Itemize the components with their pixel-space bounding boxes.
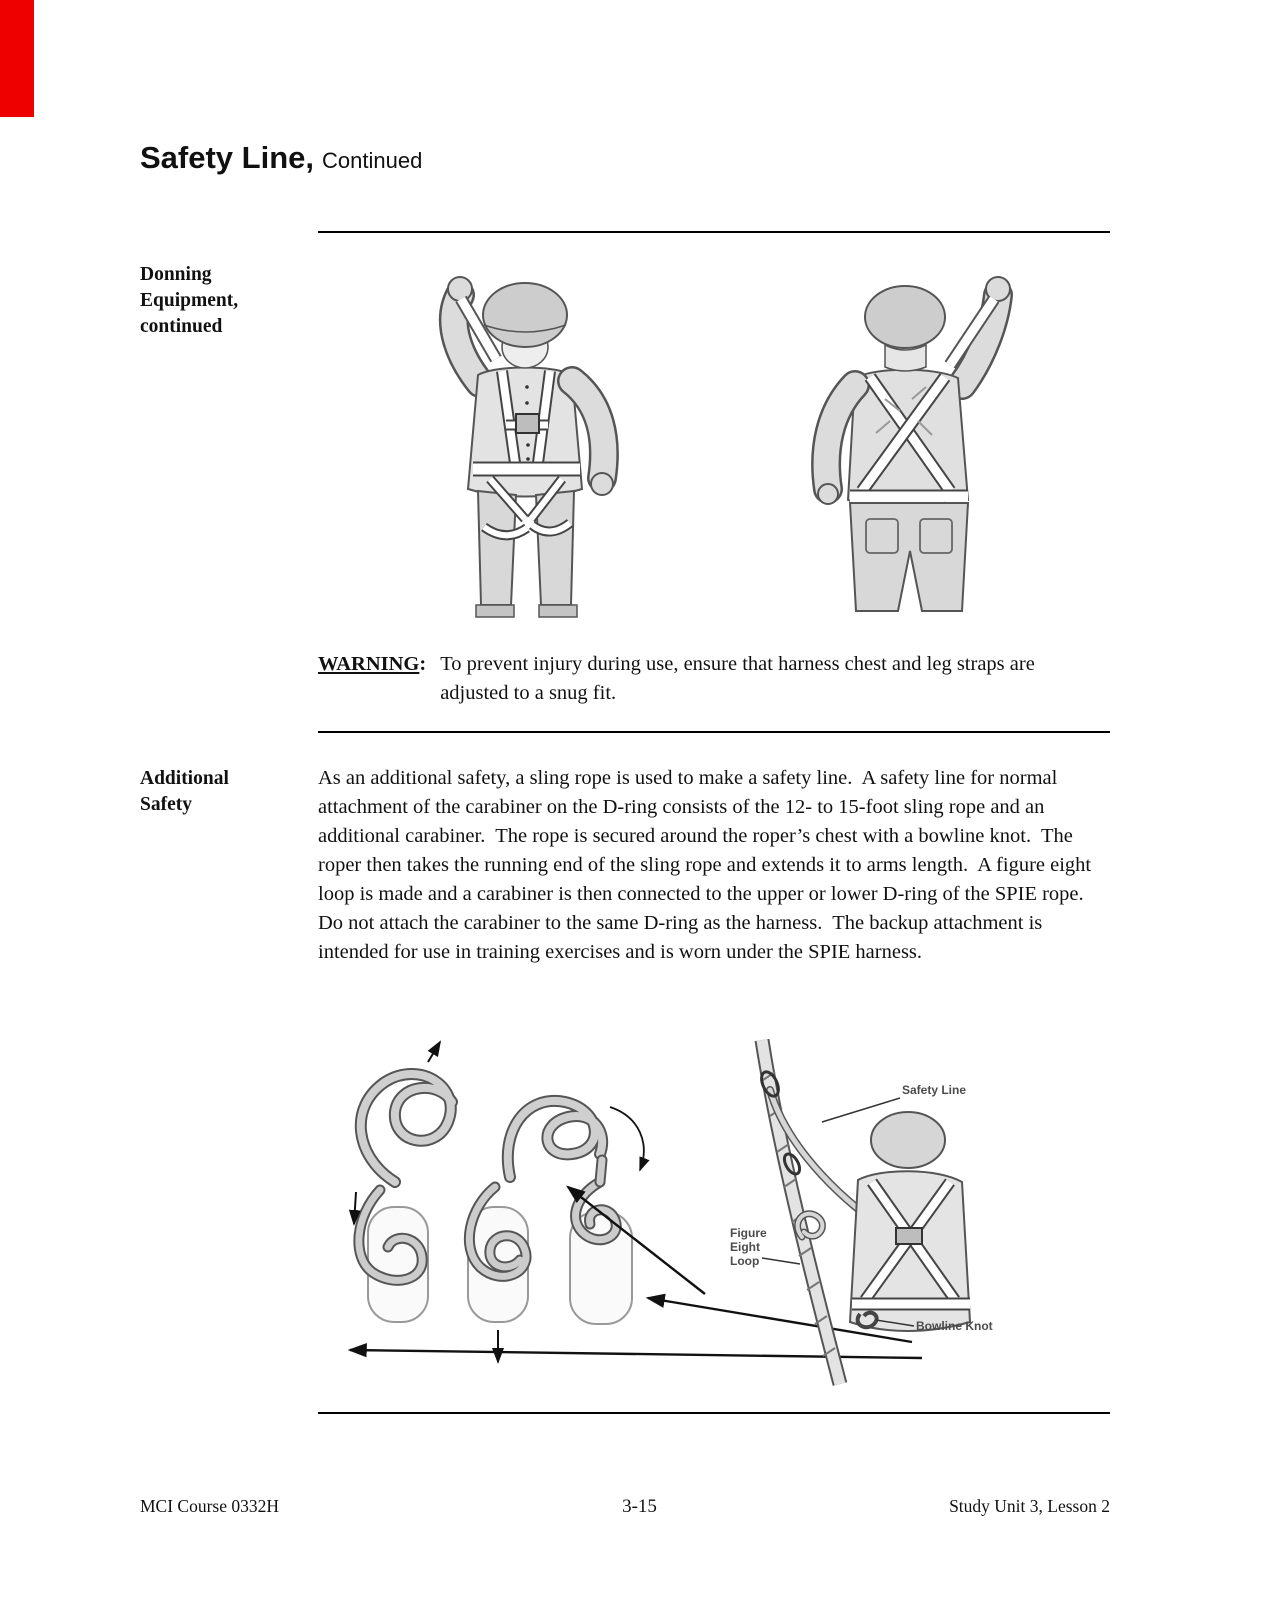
knot-stages (354, 1042, 644, 1362)
helmet (483, 283, 567, 347)
page-title (140, 140, 422, 176)
safety-line-label: Safety Line (902, 1083, 967, 1097)
bowline-knot-label: Bowline Knot (916, 1319, 993, 1333)
front-figure (448, 277, 613, 617)
warning-text: To prevent injury during use, ensure that harness chest and leg straps are adjusted to a snug fit. (440, 653, 1040, 704)
pointer-arrows (350, 1187, 922, 1358)
additional-safety-paragraph: As an additional safety, a sling rope is used to make a safety line. A safety line for normal attachment of the carabiner on the D-ring consists of the 12- to 15-foot sling rope and an additional carabiner. The rope is secured around the roper’s chest with a bowline knot. The roper then takes the running end of the sling rope and extends it to arms length. A figure eight loop is made and a carabiner is then connected to the upper or lower D-ring of the SPIE rope. Do not attach the carabiner to the same D-ring as the harness. The backup attachment is intended for use in training exercises and is worn under the SPIE harness. (318, 767, 1097, 963)
back-figure (818, 277, 1010, 611)
section-label-line: Equipment, (140, 290, 239, 311)
helmet (865, 286, 945, 348)
page-title-main: Safety Line, (140, 140, 314, 175)
section-label-line: continued (140, 316, 223, 337)
warning-label: WARNING (318, 653, 420, 675)
section-label-donning (140, 262, 310, 340)
section-divider-middle (318, 731, 1110, 733)
warning-colon: : (419, 653, 427, 675)
section-label-line: Additional (140, 768, 229, 789)
section-label-line: Donning (140, 264, 212, 285)
donning-figures-illustration (310, 263, 1120, 641)
red-flag (0, 0, 34, 117)
chest-buckle (516, 414, 539, 433)
figure-eight-loop-label: Figure (730, 1226, 767, 1240)
hand (818, 484, 838, 504)
hand (591, 473, 613, 495)
section-divider-top (318, 231, 1110, 233)
hand (448, 277, 472, 301)
figure-eight-loop-label: Loop (730, 1254, 760, 1268)
section-label-additional-safety (140, 766, 310, 818)
section-divider-bottom (318, 1412, 1110, 1414)
footer-course: MCI Course 0332H (140, 1496, 280, 1516)
section-label-line: Safety (140, 794, 192, 815)
helmet (871, 1112, 945, 1168)
page-title-suffix: Continued (322, 148, 423, 173)
footer-page-number: 3-15 (622, 1496, 657, 1517)
warning-block (318, 650, 1108, 708)
figure-eight-loop-label: Eight (730, 1240, 760, 1254)
footer-study-unit: Study Unit 3, Lesson 2 (949, 1496, 1110, 1516)
safety-line-illustration (310, 1032, 1120, 1408)
back-plate (896, 1228, 922, 1244)
